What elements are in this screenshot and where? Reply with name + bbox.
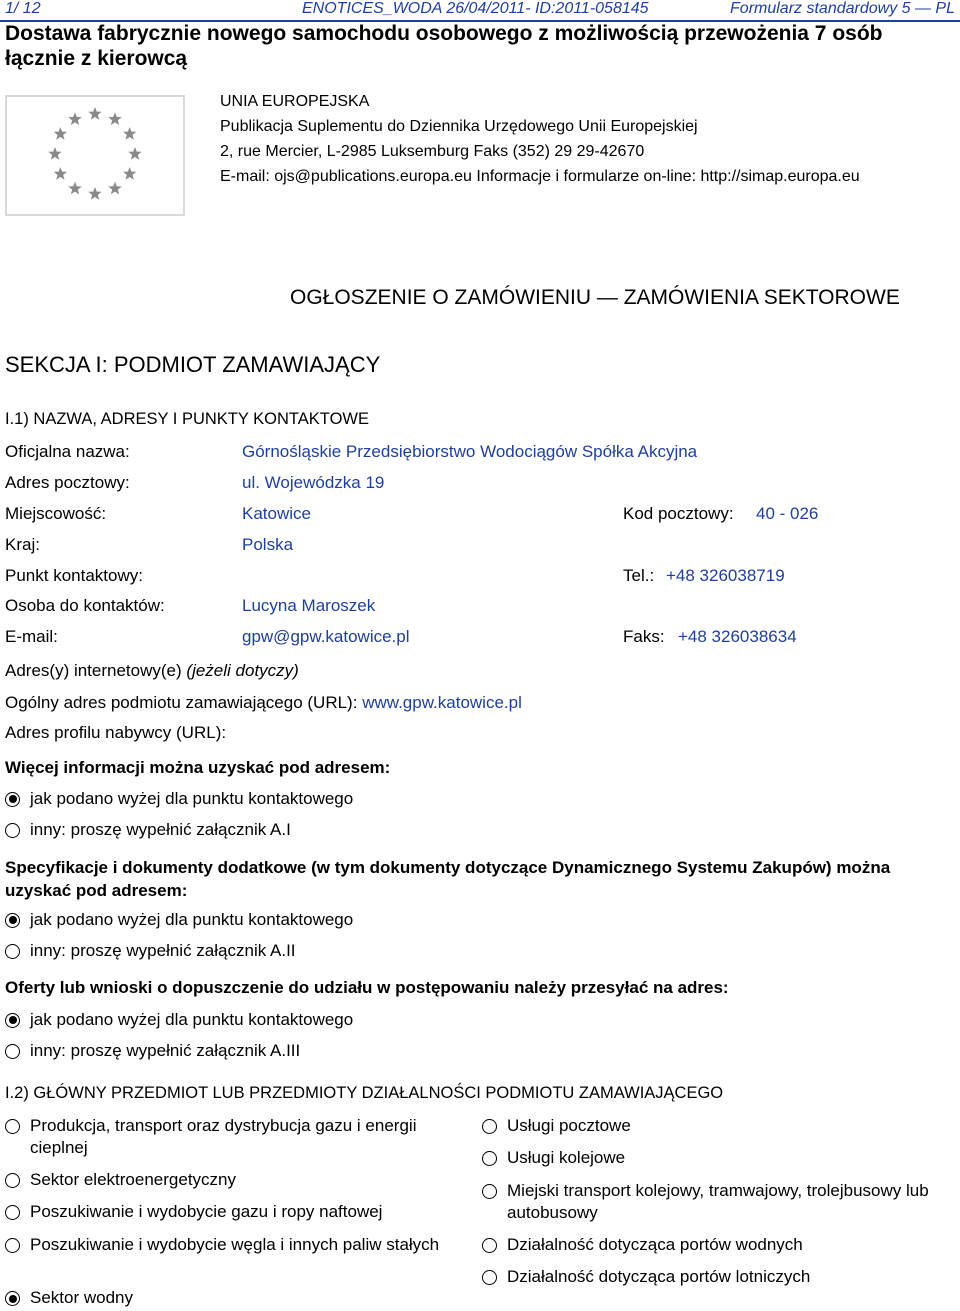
star-icon xyxy=(54,127,67,140)
specs-heading: Specyfikacje i dokumenty dodatkowe (w tym dokumenty dotyczące Dynamicznego Systemu Zakupów) można uzyskać pod adresem: xyxy=(5,858,891,900)
radio-checked-icon[interactable] xyxy=(5,1013,20,1028)
activity-label: Miejski transport kolejowy, tramwajowy, trolejbusowy lub autobusowy xyxy=(507,1181,929,1222)
notice-title: OGŁOSZENIE O ZAMÓWIENIU — ZAMÓWIENIA SEKTOROWE xyxy=(290,286,900,309)
radio-unchecked-icon[interactable] xyxy=(5,1238,20,1253)
star-icon xyxy=(108,182,121,195)
radio-unchecked-icon[interactable] xyxy=(5,1173,20,1188)
activity-label: Usługi pocztowe xyxy=(507,1116,631,1135)
radio-unchecked-icon[interactable] xyxy=(482,1184,497,1199)
eu-flag-logo xyxy=(5,95,185,216)
star-icon xyxy=(123,167,136,180)
tel-value: +48 326038719 xyxy=(666,566,785,585)
subsection-1-title: I.1) NAZWA, ADRESY I PUNKTY KONTAKTOWE xyxy=(5,410,369,428)
star-icon xyxy=(68,112,81,125)
section-title: SEKCJA I: PODMIOT ZAMAWIAJĄCY xyxy=(5,352,381,377)
publisher-org: UNIA EUROPEJSKA xyxy=(220,93,370,110)
document-title: Dostawa fabrycznie nowego samochodu osobowego z możliwością przewożenia 7 osób łącznie z kierowcą xyxy=(5,22,883,70)
offers-option-a[interactable] xyxy=(5,1010,353,1030)
star-icon xyxy=(123,127,136,140)
activity-label: Działalność dotycząca portów wodnych xyxy=(507,1235,803,1254)
activity-airports[interactable] xyxy=(482,1266,952,1288)
offers-option-b-label: inny: proszę wypełnić załącznik A.III xyxy=(30,1041,301,1060)
internet-heading-note: (jeżeli dotyczy) xyxy=(186,661,299,680)
radio-unchecked-icon[interactable] xyxy=(5,1205,20,1220)
specs-option-a[interactable] xyxy=(5,910,353,930)
activity-label: Usługi kolejowe xyxy=(507,1148,626,1167)
postal-address-label: Adres pocztowy: xyxy=(5,473,130,492)
contact-point-label: Punkt kontaktowy: xyxy=(5,566,143,585)
activity-label: Działalność dotycząca portów lotniczych xyxy=(507,1267,811,1286)
city-label: Miejscowość: xyxy=(5,504,107,523)
email-label: E-mail: xyxy=(5,627,58,646)
activity-electricity[interactable] xyxy=(5,1169,470,1191)
star-icon xyxy=(88,187,101,200)
offers-option-b[interactable] xyxy=(5,1041,300,1061)
official-name-value: Górnośląskie Przedsiębiorstwo Wodociągów Spółka Akcyjna xyxy=(242,442,698,461)
radio-unchecked-icon[interactable] xyxy=(5,823,20,838)
radio-unchecked-icon[interactable] xyxy=(482,1270,497,1285)
person-label: Osoba do kontaktów: xyxy=(5,596,165,615)
email-value[interactable]: gpw@gpw.katowice.pl xyxy=(242,627,410,646)
offers-option-a-label: jak podano wyżej dla punktu kontaktowego xyxy=(30,1010,354,1029)
postcode-value: 40 - 026 xyxy=(756,504,819,523)
city-value: Katowice xyxy=(242,504,311,523)
fax-value: +48 326038634 xyxy=(678,627,797,646)
activity-label: Sektor elektroenergetyczny xyxy=(30,1170,236,1189)
activity-gas-oil[interactable] xyxy=(5,1201,470,1223)
specs-option-b[interactable] xyxy=(5,941,296,961)
radio-unchecked-icon[interactable] xyxy=(5,1119,20,1134)
offers-heading: Oferty lub wnioski o dopuszczenie do udziału w postępowaniu należy przesyłać na adres: xyxy=(5,978,729,997)
activity-label: Sektor wodny xyxy=(30,1288,133,1307)
tel-label: Tel.: xyxy=(623,566,655,585)
star-icon xyxy=(88,107,101,120)
eu-stars-icon xyxy=(7,97,183,214)
internet-heading-text: Adres(y) internetowy(e) xyxy=(5,661,182,680)
star-icon xyxy=(128,147,141,160)
radio-unchecked-icon[interactable] xyxy=(5,944,20,959)
specs-option-b-label: inny: proszę wypełnić załącznik A.II xyxy=(30,941,296,960)
official-name-label: Oficjalna nazwa: xyxy=(5,442,130,461)
activity-water[interactable] xyxy=(5,1287,470,1309)
radio-unchecked-icon[interactable] xyxy=(482,1119,497,1134)
general-url-row xyxy=(5,693,522,713)
country-value: Polska xyxy=(242,535,294,554)
radio-unchecked-icon[interactable] xyxy=(482,1238,497,1253)
more-info-heading: Więcej informacji można uzyskać pod adresem: xyxy=(5,758,391,777)
activity-postal[interactable] xyxy=(482,1115,952,1137)
more-info-option-b-label: inny: proszę wypełnić załącznik A.I xyxy=(30,820,291,839)
page-header xyxy=(5,0,955,20)
radio-checked-icon[interactable] xyxy=(5,1291,20,1306)
internet-heading xyxy=(5,661,299,681)
more-info-option-b[interactable] xyxy=(5,820,291,840)
radio-unchecked-icon[interactable] xyxy=(5,1044,20,1059)
notice-id: ENOTICES_WODA 26/04/2011- ID:2011-058145 xyxy=(302,0,649,17)
country-label: Kraj: xyxy=(5,535,40,554)
person-value: Lucyna Maroszek xyxy=(242,596,376,615)
publisher-line-2: Publikacja Suplementu do Dziennika Urzędowego Unii Europejskiej xyxy=(220,118,698,135)
radio-unchecked-icon[interactable] xyxy=(482,1151,497,1166)
more-info-option-a-label: jak podano wyżej dla punktu kontaktowego xyxy=(30,789,354,808)
subsection-2-title: I.2) GŁÓWNY PRZEDMIOT LUB PRZEDMIOTY DZIAŁALNOŚCI PODMIOTU ZAMAWIAJĄCEGO xyxy=(5,1084,724,1102)
publisher-line-4: E-mail: ojs@publications.europa.eu Informacje i formularze on-line: http://simap.europa.eu xyxy=(220,168,860,185)
activity-coal[interactable] xyxy=(5,1234,450,1256)
activity-label: Poszukiwanie i wydobycie gazu i ropy naftowej xyxy=(30,1202,383,1221)
radio-checked-icon[interactable] xyxy=(5,913,20,928)
activity-urban-transport[interactable] xyxy=(482,1180,952,1224)
activity-ports[interactable] xyxy=(482,1234,952,1256)
fax-label: Faks: xyxy=(623,627,665,646)
activity-gas-heat[interactable] xyxy=(5,1115,470,1159)
activity-railway[interactable] xyxy=(482,1147,952,1169)
publisher-line-3: 2, rue Mercier, L-2985 Luksemburg Faks (352) 29 29-42670 xyxy=(220,143,645,160)
activity-label: Produkcja, transport oraz dystrybucja gazu i energii cieplnej xyxy=(30,1116,417,1157)
radio-checked-icon[interactable] xyxy=(5,792,20,807)
postcode-label: Kod pocztowy: xyxy=(623,504,734,523)
more-info-option-a[interactable] xyxy=(5,789,353,809)
form-name: Formularz standardowy 5 — PL xyxy=(730,0,955,17)
star-icon xyxy=(108,112,121,125)
star-icon xyxy=(54,167,67,180)
specs-option-a-label: jak podano wyżej dla punktu kontaktowego xyxy=(30,910,354,929)
general-url-label: Ogólny adres podmiotu zamawiającego (URL): xyxy=(5,693,358,712)
postal-address-value: ul. Wojewódzka 19 xyxy=(242,473,385,492)
page-number: 1/ 12 xyxy=(5,0,41,17)
star-icon xyxy=(48,147,61,160)
star-icon xyxy=(68,182,81,195)
general-url-value[interactable]: www.gpw.katowice.pl xyxy=(362,693,522,712)
activity-label: Poszukiwanie i wydobycie węgla i innych paliw stałych xyxy=(30,1235,440,1254)
buyer-profile-label: Adres profilu nabywcy (URL): xyxy=(5,723,227,742)
